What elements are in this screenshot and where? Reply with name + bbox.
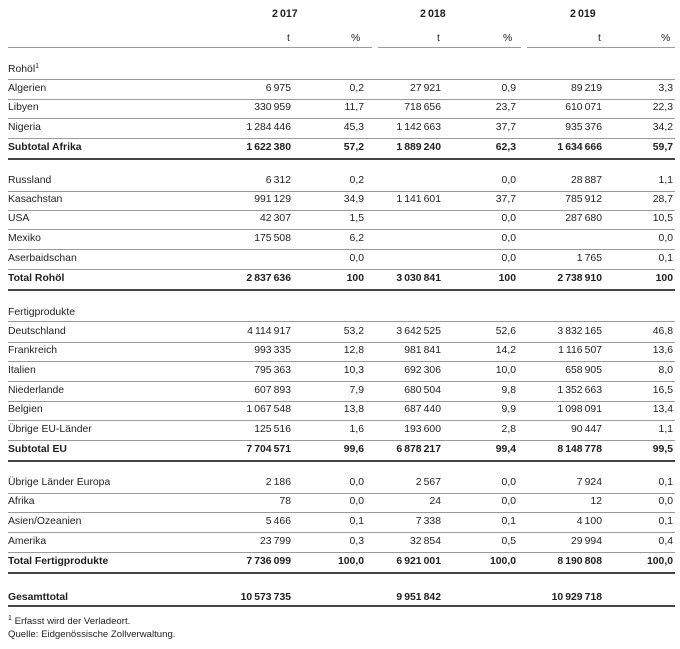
row-label: Total Fertigprodukte: [8, 556, 109, 567]
cell-percent-2019: 0,4: [658, 536, 673, 547]
unit-t-2017: t: [287, 33, 290, 44]
table-row-niederlande: [8, 382, 673, 401]
cell-percent-2019: 1,1: [658, 175, 673, 186]
cell-percent-2018: 37,7: [495, 194, 516, 205]
cell-tonnes-2019: 28 887: [571, 175, 602, 186]
section-title-rohoel: Rohöl$^1$: [8, 63, 40, 75]
footnote-1: $^1$ Erfasst wird der Verladeort.: [8, 615, 131, 627]
cell-tonnes-2019: 8 190 808: [557, 556, 602, 567]
year-header-2019: 2 019: [570, 8, 596, 20]
cell-tonnes-2017: 42 307: [260, 213, 291, 224]
cell-percent-2018: 0,0: [501, 175, 516, 186]
unit-t-2018: t: [437, 33, 440, 44]
cell-percent-2019: 0,1: [658, 253, 673, 264]
table-row-libyen: [8, 99, 673, 118]
cell-percent-2017: 7,9: [349, 385, 364, 396]
table-row-afrika: [8, 493, 673, 512]
table-row-deutschland: [8, 323, 673, 342]
table-row-kasachstan: [8, 191, 673, 210]
cell-tonnes-2017: 2 186: [265, 477, 291, 488]
cell-tonnes-2019: 8 148 778: [557, 444, 602, 455]
row-label: Libyen: [8, 102, 39, 113]
table-row-frankreich: [8, 342, 673, 361]
cell-tonnes-2019: 90 447: [571, 424, 602, 435]
row-label: Aserbaidschan: [8, 253, 77, 264]
cell-percent-2019: 59,7: [652, 142, 673, 153]
row-label: Russland: [8, 175, 52, 186]
cell-tonnes-2018: 9 951 842: [396, 592, 441, 603]
cell-percent-2019: 13,4: [652, 404, 673, 415]
row-label: Gesamttotal: [8, 592, 69, 603]
cell-tonnes-2017: 7 736 099: [246, 556, 291, 567]
cell-percent-2017: 0,1: [349, 516, 364, 527]
table-row-uebrige-eu-laender: [8, 421, 673, 440]
cell-percent-2019: 16,5: [652, 385, 673, 396]
row-label: Asien/Ozeanien: [8, 516, 82, 527]
cell-tonnes-2017: 993 335: [254, 345, 291, 356]
cell-percent-2019: 10,5: [652, 213, 673, 224]
cell-percent-2017: 6,2: [349, 233, 364, 244]
cell-tonnes-2017: 78: [279, 496, 291, 507]
cell-percent-2018: 100: [498, 273, 516, 284]
cell-percent-2017: 0,0: [349, 477, 364, 488]
row-label: Deutschland: [8, 326, 66, 337]
cell-tonnes-2019: 610 071: [565, 102, 602, 113]
cell-percent-2018: 0,0: [501, 253, 516, 264]
unit-t-2019: t: [598, 33, 601, 44]
table-row-aserbaidschan: [8, 250, 673, 269]
cell-tonnes-2017: 4 114 917: [247, 326, 291, 337]
cell-percent-2017: 10,3: [343, 365, 364, 376]
cell-tonnes-2018: 1 141 601: [396, 194, 441, 205]
cell-percent-2018: 0,0: [501, 213, 516, 224]
cell-tonnes-2019: 1 765: [576, 253, 602, 264]
row-label: Nigeria: [8, 122, 41, 133]
table-row-belgien: [8, 401, 673, 420]
cell-tonnes-2018: 24: [429, 496, 441, 507]
section-title-fertigprodukte: Fertigprodukte: [8, 307, 75, 318]
cell-tonnes-2017: 1 622 380: [246, 142, 291, 153]
cell-percent-2019: 0,0: [658, 496, 673, 507]
unit-pct-2019: %: [661, 33, 671, 44]
cell-percent-2019: 100,0: [646, 556, 673, 567]
row-label: Belgien: [8, 404, 43, 415]
total-rule: [8, 460, 675, 462]
table-row-usa: [8, 210, 673, 229]
cell-tonnes-2019: 29 994: [571, 536, 602, 547]
row-label: Übrige EU-Länder: [8, 424, 92, 435]
cell-percent-2018: 99,4: [495, 444, 516, 455]
cell-tonnes-2018: 687 440: [404, 404, 441, 415]
table-row-nigeria: [8, 119, 673, 138]
row-label: Kasachstan: [8, 194, 63, 205]
cell-percent-2018: 0,9: [501, 83, 516, 94]
cell-percent-2019: 0,1: [658, 477, 673, 488]
cell-percent-2018: 0,1: [501, 516, 516, 527]
table-row-russland: [8, 172, 673, 191]
cell-percent-2017: 0,0: [349, 496, 364, 507]
cell-percent-2019: 8,0: [658, 365, 673, 376]
table-row-amerika: [8, 533, 673, 552]
cell-percent-2018: 62,3: [495, 142, 516, 153]
cell-percent-2017: 0,2: [349, 175, 364, 186]
cell-percent-2017: 45,3: [343, 122, 364, 133]
cell-tonnes-2018: 3 642 525: [396, 326, 441, 337]
row-label: Afrika: [8, 496, 35, 507]
cell-percent-2019: 0,0: [658, 233, 673, 244]
row-label: Algerien: [8, 83, 47, 94]
cell-percent-2017: 100: [346, 273, 364, 284]
cell-tonnes-2018: 6 921 001: [396, 556, 441, 567]
table-row-mexiko: [8, 230, 673, 249]
cell-tonnes-2017: 6 312: [265, 175, 291, 186]
cell-tonnes-2017: 2 837 636: [246, 273, 291, 284]
unit-pct-2018: %: [503, 33, 513, 44]
table-row-asien-ozeanien: [8, 513, 673, 532]
cell-percent-2018: 37,7: [495, 122, 516, 133]
cell-tonnes-2018: 7 338: [415, 516, 441, 527]
cell-tonnes-2017: 23 799: [260, 536, 291, 547]
cell-percent-2017: 53,2: [343, 326, 364, 337]
row-label: Mexiko: [8, 233, 41, 244]
cell-tonnes-2019: 12: [590, 496, 602, 507]
cell-tonnes-2017: 1 067 548: [246, 404, 291, 415]
cell-tonnes-2019: 1 634 666: [557, 142, 602, 153]
row-label: USA: [8, 213, 30, 224]
cell-tonnes-2018: 2 567: [415, 477, 441, 488]
grand-total-rule: [8, 605, 675, 607]
cell-tonnes-2019: 7 924: [576, 477, 602, 488]
cell-tonnes-2019: 658 905: [565, 365, 602, 376]
table-row-total-fertigprodukte: [8, 553, 673, 572]
header-rule-2019: [527, 47, 675, 48]
cell-tonnes-2017: 5 466: [265, 516, 291, 527]
cell-percent-2019: 46,8: [652, 326, 673, 337]
cell-percent-2019: 100: [655, 273, 673, 284]
footnote-marker: 1: [35, 63, 40, 70]
cell-tonnes-2019: 4 100: [576, 516, 602, 527]
cell-percent-2017: 11,7: [344, 102, 364, 113]
cell-tonnes-2019: 3 832 165: [557, 326, 602, 337]
year-header-2017: 2 017: [272, 8, 298, 20]
cell-tonnes-2018: 6 878 217: [396, 444, 441, 455]
cell-tonnes-2018: 680 504: [404, 385, 441, 396]
cell-percent-2019: 22,3: [652, 102, 673, 113]
cell-percent-2019: 13,6: [652, 345, 673, 356]
table-row-uebrige-laender-europa: [8, 474, 673, 493]
cell-tonnes-2018: 692 306: [404, 365, 441, 376]
total-rule: [8, 289, 675, 291]
cell-tonnes-2019: 1 116 507: [558, 345, 602, 356]
cell-percent-2018: 52,6: [495, 326, 516, 337]
total-rule: [8, 158, 675, 160]
cell-tonnes-2019: 89 219: [571, 83, 602, 94]
cell-percent-2019: 28,7: [652, 194, 673, 205]
cell-percent-2017: 0,2: [349, 83, 364, 94]
cell-percent-2017: 0,0: [349, 253, 364, 264]
cell-percent-2018: 0,0: [501, 233, 516, 244]
table-row-subtotal-eu: [8, 441, 673, 460]
cell-percent-2018: 0,0: [501, 496, 516, 507]
cell-tonnes-2018: 1 142 663: [396, 122, 441, 133]
cell-percent-2019: 34,2: [652, 122, 673, 133]
cell-tonnes-2019: 935 376: [565, 122, 602, 133]
cell-percent-2019: 1,1: [658, 424, 673, 435]
cell-percent-2017: 12,8: [343, 345, 364, 356]
cell-tonnes-2019: 1 352 663: [557, 385, 602, 396]
cell-tonnes-2017: 1 284 446: [246, 122, 291, 133]
header-rule-2018: [378, 47, 521, 48]
cell-tonnes-2018: 27 921: [410, 83, 441, 94]
cell-tonnes-2018: 718 656: [404, 102, 441, 113]
cell-tonnes-2017: 6 975: [265, 83, 291, 94]
cell-percent-2018: 14,2: [495, 345, 516, 356]
section-rule: [8, 321, 675, 322]
cell-percent-2018: 9,9: [501, 404, 516, 415]
cell-tonnes-2017: 125 516: [254, 424, 291, 435]
cell-percent-2017: 0,3: [349, 536, 364, 547]
cell-percent-2018: 2,8: [501, 424, 516, 435]
cell-tonnes-2019: 10 929 718: [551, 592, 602, 603]
header-rule: [8, 47, 372, 48]
cell-tonnes-2019: 1 098 091: [557, 404, 602, 415]
cell-tonnes-2019: 2 738 910: [557, 273, 602, 284]
cell-tonnes-2019: 287 680: [565, 213, 602, 224]
cell-tonnes-2018: 32 854: [410, 536, 441, 547]
cell-tonnes-2017: 10 573 735: [240, 592, 291, 603]
cell-percent-2017: 1,5: [349, 213, 364, 224]
unit-pct-2017: %: [351, 33, 361, 44]
footnote-source: Quelle: Eidgenössische Zollverwaltung.: [8, 629, 176, 640]
cell-percent-2018: 9,8: [501, 385, 516, 396]
row-label: Übrige Länder Europa: [8, 477, 111, 488]
cell-tonnes-2019: 785 912: [565, 194, 602, 205]
row-label: Total Rohöl: [8, 273, 65, 284]
row-label: Italien: [8, 365, 36, 376]
cell-tonnes-2017: 607 893: [254, 385, 291, 396]
row-label: Subtotal EU: [8, 444, 67, 455]
cell-percent-2018: 23,7: [495, 102, 516, 113]
cell-tonnes-2018: 1 889 240: [396, 142, 441, 153]
table-row-total-rohoel: [8, 270, 673, 289]
row-label: Amerika: [8, 536, 47, 547]
cell-tonnes-2018: 3 030 841: [396, 273, 441, 284]
cell-tonnes-2018: 193 600: [404, 424, 441, 435]
cell-percent-2019: 3,3: [658, 83, 673, 94]
row-label: Subtotal Afrika: [8, 142, 82, 153]
cell-percent-2017: 99,6: [343, 444, 364, 455]
cell-percent-2017: 100,0: [337, 556, 364, 567]
cell-tonnes-2017: 991 129: [254, 194, 291, 205]
table-row-subtotal-afrika: [8, 139, 673, 158]
cell-percent-2018: 0,0: [501, 477, 516, 488]
cell-percent-2017: 1,6: [349, 424, 364, 435]
table-row-italien: [8, 362, 673, 381]
cell-percent-2019: 0,1: [658, 516, 673, 527]
cell-tonnes-2017: 175 508: [254, 233, 291, 244]
total-rule: [8, 572, 675, 574]
cell-tonnes-2017: 795 363: [254, 365, 291, 376]
cell-percent-2018: 0,5: [501, 536, 516, 547]
table-row-algerien: [8, 80, 673, 99]
cell-percent-2017: 57,2: [343, 142, 364, 153]
cell-tonnes-2017: 7 704 571: [246, 444, 291, 455]
cell-percent-2019: 99,5: [652, 444, 673, 455]
row-label: Frankreich: [8, 345, 58, 356]
year-header-2018: 2 018: [420, 8, 446, 20]
cell-tonnes-2017: 330 959: [254, 102, 291, 113]
row-label: Niederlande: [8, 385, 65, 396]
cell-percent-2017: 34,9: [343, 194, 364, 205]
cell-percent-2018: 100,0: [489, 556, 516, 567]
cell-percent-2017: 13,8: [343, 404, 364, 415]
cell-percent-2018: 10,0: [495, 365, 516, 376]
cell-tonnes-2018: 981 841: [404, 345, 441, 356]
